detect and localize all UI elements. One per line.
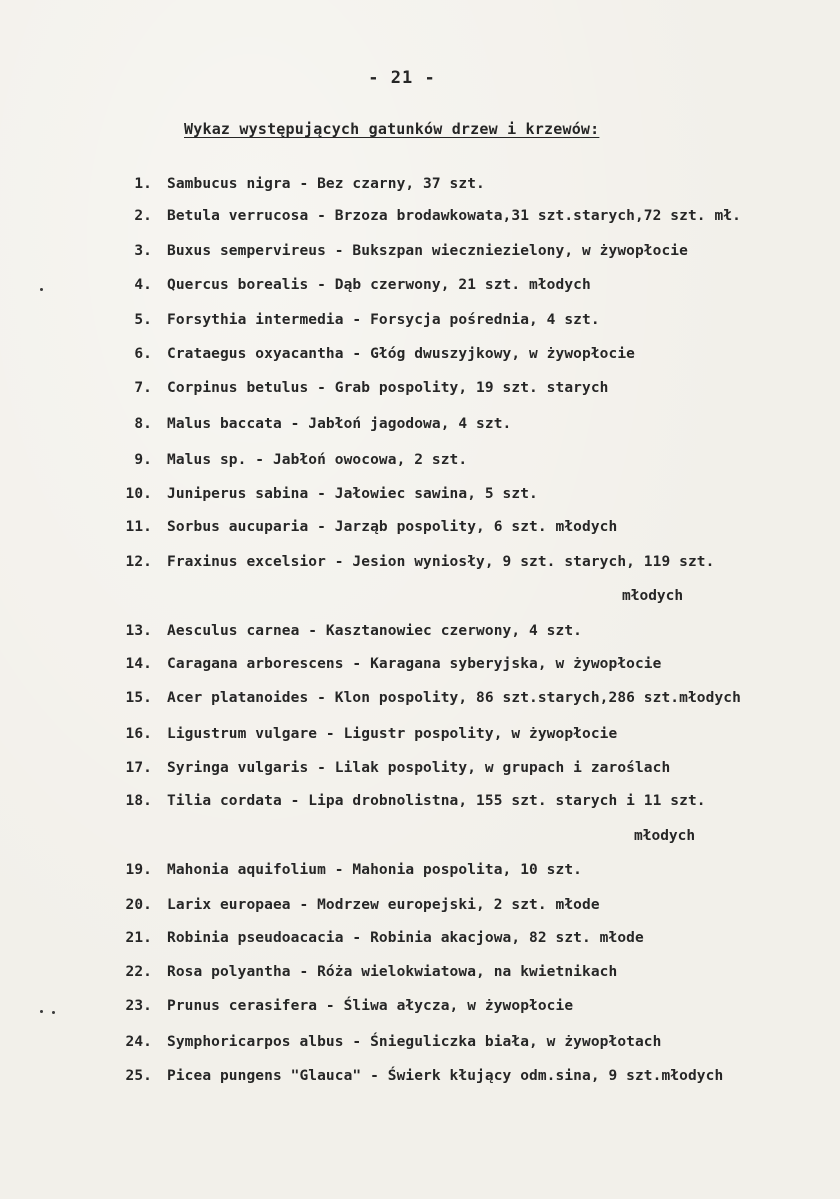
item-text: Rosa polyantha - Róża wielokwiatowa, na kwietnikach <box>167 964 618 980</box>
item-continuation: młodych <box>634 828 696 844</box>
list-item <box>0 554 840 576</box>
list-item <box>0 690 840 712</box>
item-number: 7. <box>134 380 152 396</box>
item-text: Quercus borealis - Dąb czerwony, 21 szt. młodych <box>167 277 591 293</box>
item-number: 14. <box>125 656 152 672</box>
list-item <box>0 726 840 748</box>
list-item <box>0 964 840 986</box>
item-number: 5. <box>134 312 152 328</box>
page-number: - 21 - <box>368 68 436 88</box>
item-text: Robinia pseudoacacia - Robinia akacjowa, 82 szt. młode <box>167 930 644 946</box>
item-number: 6. <box>134 346 152 362</box>
item-number: 17. <box>125 760 152 776</box>
item-text: Aesculus carnea - Kasztanowiec czerwony, 4 szt. <box>167 623 582 639</box>
item-text: Forsythia intermedia - Forsycja pośrednia, 4 szt. <box>167 312 600 328</box>
item-text: Larix europaea - Modrzew europejski, 2 szt. młode <box>167 897 600 913</box>
list-item <box>0 452 840 474</box>
item-text: Mahonia aquifolium - Mahonia pospolita, 10 szt. <box>167 862 582 878</box>
item-text: Crataegus oxyacantha - Głóg dwuszyjkowy, w żywopłocie <box>167 346 635 362</box>
list-item <box>0 1068 840 1090</box>
list-item <box>0 312 840 334</box>
list-item <box>0 380 840 402</box>
item-text: Picea pungens "Glauca" - Świerk kłujący odm.sina, 9 szt.młodych <box>167 1068 724 1084</box>
item-text: Prunus cerasifera - Śliwa ałycza, w żywopłocie <box>167 998 574 1014</box>
item-text: Tilia cordata - Lipa drobnolistna, 155 szt. starych i 11 szt. <box>167 793 706 809</box>
list-item <box>0 176 840 198</box>
list-item <box>0 346 840 368</box>
item-text: Betula verrucosa - Brzoza brodawkowata,31 szt.starych,72 szt. mł. <box>167 208 741 224</box>
list-item <box>0 1034 840 1056</box>
list-item <box>0 416 840 438</box>
item-number: 25. <box>125 1068 152 1084</box>
list-heading: Wykaz występujących gatunków drzew i krzewów: <box>184 120 600 138</box>
item-continuation: młodych <box>622 588 684 604</box>
list-item <box>0 930 840 952</box>
item-number: 24. <box>125 1034 152 1050</box>
margin-speck <box>52 1011 55 1014</box>
list-item <box>0 656 840 678</box>
list-item <box>0 486 840 508</box>
item-number: 21. <box>125 930 152 946</box>
item-number: 15. <box>125 690 152 706</box>
list-item <box>0 208 840 230</box>
list-item <box>0 897 840 919</box>
item-number: 1. <box>134 176 152 192</box>
item-number: 22. <box>125 964 152 980</box>
item-number: 19. <box>125 862 152 878</box>
item-text: Malus baccata - Jabłoń jagodowa, 4 szt. <box>167 416 512 432</box>
item-text: Acer platanoides - Klon pospolity, 86 szt.starych,286 szt.młodych <box>167 690 741 706</box>
list-item <box>0 519 840 541</box>
item-text: Corpinus betulus - Grab pospolity, 19 szt. starych <box>167 380 609 396</box>
item-number: 8. <box>134 416 152 432</box>
item-number: 11. <box>125 519 152 535</box>
item-text: Juniperus sabina - Jałowiec sawina, 5 szt. <box>167 486 538 502</box>
item-text: Ligustrum vulgare - Ligustr pospolity, w żywopłocie <box>167 726 618 742</box>
item-number: 12. <box>125 554 152 570</box>
list-item <box>0 862 840 884</box>
item-number: 20. <box>125 897 152 913</box>
item-number: 23. <box>125 998 152 1014</box>
list-item <box>0 623 840 645</box>
item-text: Symphoricarpos albus - Śnieguliczka biała, w żywopłotach <box>167 1034 662 1050</box>
item-text: Fraxinus excelsior - Jesion wyniosły, 9 szt. starych, 119 szt. <box>167 554 715 570</box>
list-item <box>0 243 840 265</box>
item-number: 10. <box>125 486 152 502</box>
item-number: 4. <box>134 277 152 293</box>
item-number: 13. <box>125 623 152 639</box>
item-text: Sambucus nigra - Bez czarny, 37 szt. <box>167 176 485 192</box>
item-number: 9. <box>134 452 152 468</box>
margin-speck <box>40 1010 43 1013</box>
item-number: 3. <box>134 243 152 259</box>
item-number: 2. <box>134 208 152 224</box>
list-item <box>0 793 840 815</box>
item-text: Syringa vulgaris - Lilak pospolity, w grupach i zaroślach <box>167 760 671 776</box>
list-item <box>0 760 840 782</box>
list-item <box>0 277 840 299</box>
item-text: Buxus sempervireus - Bukszpan wieczniezielony, w żywopłocie <box>167 243 688 259</box>
item-text: Malus sp. - Jabłoń owocowa, 2 szt. <box>167 452 468 468</box>
item-number: 18. <box>125 793 152 809</box>
item-text: Sorbus aucuparia - Jarząb pospolity, 6 szt. młodych <box>167 519 618 535</box>
margin-speck <box>40 288 43 291</box>
item-number: 16. <box>125 726 152 742</box>
item-text: Caragana arborescens - Karagana syberyjska, w żywopłocie <box>167 656 662 672</box>
list-item <box>0 998 840 1020</box>
